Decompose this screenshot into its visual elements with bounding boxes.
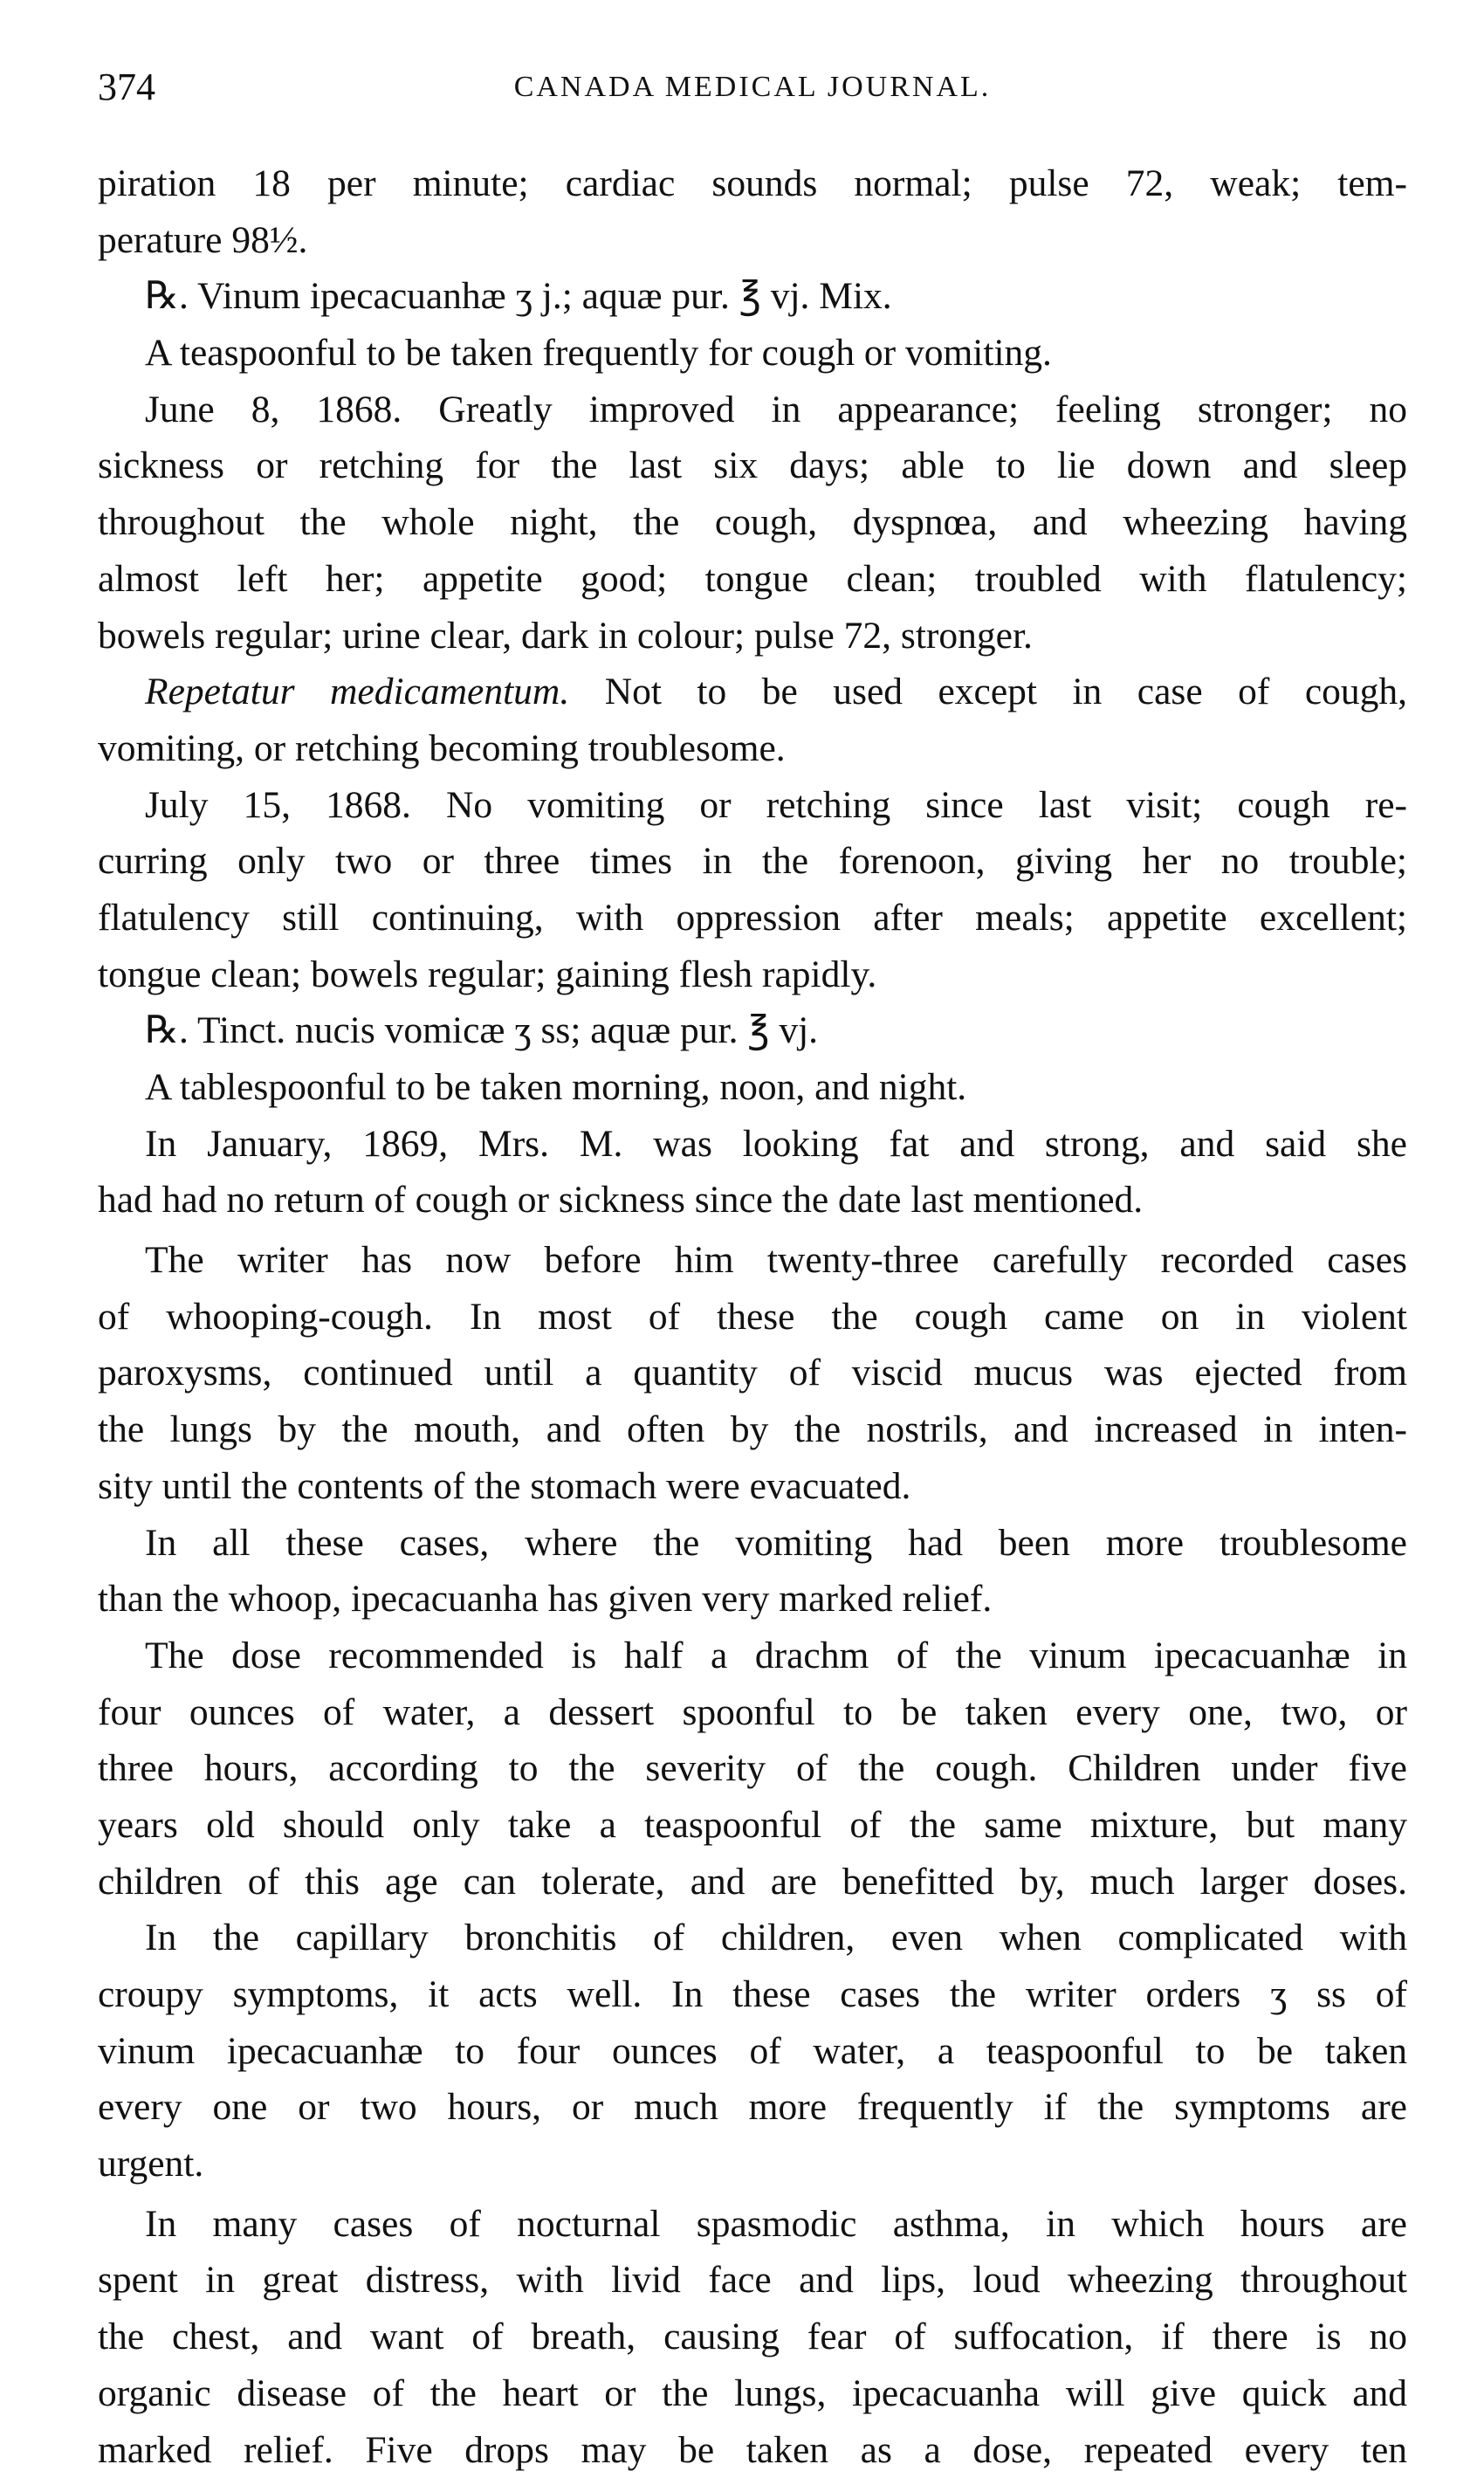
text-line: years old should only take a teaspoonful of the same mixture, but many [98, 1797, 1407, 1854]
italic-phrase: Repetatur medicamentum. [145, 671, 569, 712]
text-line: ℞. Tinct. nucis vomicæ ʒ ss; aquæ pur. ℥ vj. [98, 1002, 1407, 1059]
text-line: had had no return of cough or sickness since the date last mentioned. [98, 1172, 1407, 1229]
text-line: curring only two or three times in the forenoon, giving her no trouble; [98, 833, 1407, 890]
text-line: the chest, and want of breath, causing fear of suffocation, if there is no [98, 2309, 1407, 2365]
text-line: paroxysms, continued until a quantity of viscid mucus was ejected from [98, 1345, 1407, 1401]
text-line: ℞. Vinum ipecacuanhæ ʒ j.; aquæ pur. ℥ vj. Mix. [98, 268, 1407, 325]
page-header [98, 52, 1407, 122]
text-line: The dose recommended is half a drachm of the vinum ipecacuanhæ in [98, 1628, 1407, 1684]
text-line: tongue clean; bowels regular; gaining flesh rapidly. [98, 946, 1407, 1003]
journal-page [98, 52, 1407, 2478]
page-number: 374 [98, 52, 155, 122]
text-line [98, 664, 1407, 720]
text-line: three hours, according to the severity of the cough. Children under five [98, 1740, 1407, 1797]
text-line: In January, 1869, Mrs. M. was looking fat and strong, and said she [98, 1116, 1407, 1173]
text-line: In the capillary bronchitis of children, even when complicated with [98, 1910, 1407, 1966]
text-line: July 15, 1868. No vomiting or retching since last visit; cough re- [98, 777, 1407, 834]
text-line: of whooping-cough. In most of these the cough came on in violent [98, 1289, 1407, 1346]
text-line: The writer has now before him twenty-three carefully recorded cases [98, 1232, 1407, 1289]
text-line: In many cases of nocturnal spasmodic asthma, in which hours are [98, 2196, 1407, 2253]
text-line: June 8, 1868. Greatly improved in appearance; feeling stronger; no [98, 382, 1407, 438]
text-line: spent in great distress, with livid face and lips, loud wheezing throughout [98, 2252, 1407, 2309]
text-line: piration 18 per minute; cardiac sounds normal; pulse 72, weak; tem- [98, 155, 1407, 212]
text-line: the lungs by the mouth, and often by the nostrils, and increased in inten- [98, 1401, 1407, 1458]
text-line: A tablespoonful to be taken morning, noon, and night. [98, 1059, 1407, 1116]
text-line: flatulency still continuing, with oppression after meals; appetite excellent; [98, 890, 1407, 946]
text-line: perature 98½. [98, 212, 1407, 269]
text-line: than the whoop, ipecacuanha has given very marked relief. [98, 1571, 1407, 1628]
text-line: four ounces of water, a dessert spoonful to be taken every one, two, or [98, 1684, 1407, 1741]
text-line: organic disease of the heart or the lungs, ipecacuanha will give quick and [98, 2365, 1407, 2422]
running-head: CANADA MEDICAL JOURNAL. [98, 52, 1407, 122]
body-text [98, 155, 1407, 2478]
text-line: In all these cases, where the vomiting had been more troublesome [98, 1515, 1407, 1572]
line-text: Not to be used except in case of cough, [569, 671, 1407, 712]
text-line: sity until the contents of the stomach were evacuated. [98, 1458, 1407, 1515]
text-line: bowels regular; urine clear, dark in colour; pulse 72, stronger. [98, 608, 1407, 664]
text-line: croupy symptoms, it acts well. In these cases the writer orders ʒ ss of [98, 1966, 1407, 2023]
text-line: A teaspoonful to be taken frequently for cough or vomiting. [98, 325, 1407, 382]
text-line: urgent. [98, 2136, 1407, 2192]
text-line: every one or two hours, or much more frequently if the symptoms are [98, 2079, 1407, 2136]
text-line: almost left her; appetite good; tongue clean; troubled with flatulency; [98, 551, 1407, 608]
text-line: sickness or retching for the last six days; able to lie down and sleep [98, 437, 1407, 494]
text-line: marked relief. Five drops may be taken as a dose, repeated every ten [98, 2422, 1407, 2478]
text-line: throughout the whole night, the cough, dyspnœa, and wheezing having [98, 494, 1407, 551]
text-line: vomiting, or retching becoming troublesome. [98, 720, 1407, 777]
text-line: children of this age can tolerate, and are benefitted by, much larger doses. [98, 1854, 1407, 1910]
text-line: vinum ipecacuanhæ to four ounces of water, a teaspoonful to be taken [98, 2023, 1407, 2080]
